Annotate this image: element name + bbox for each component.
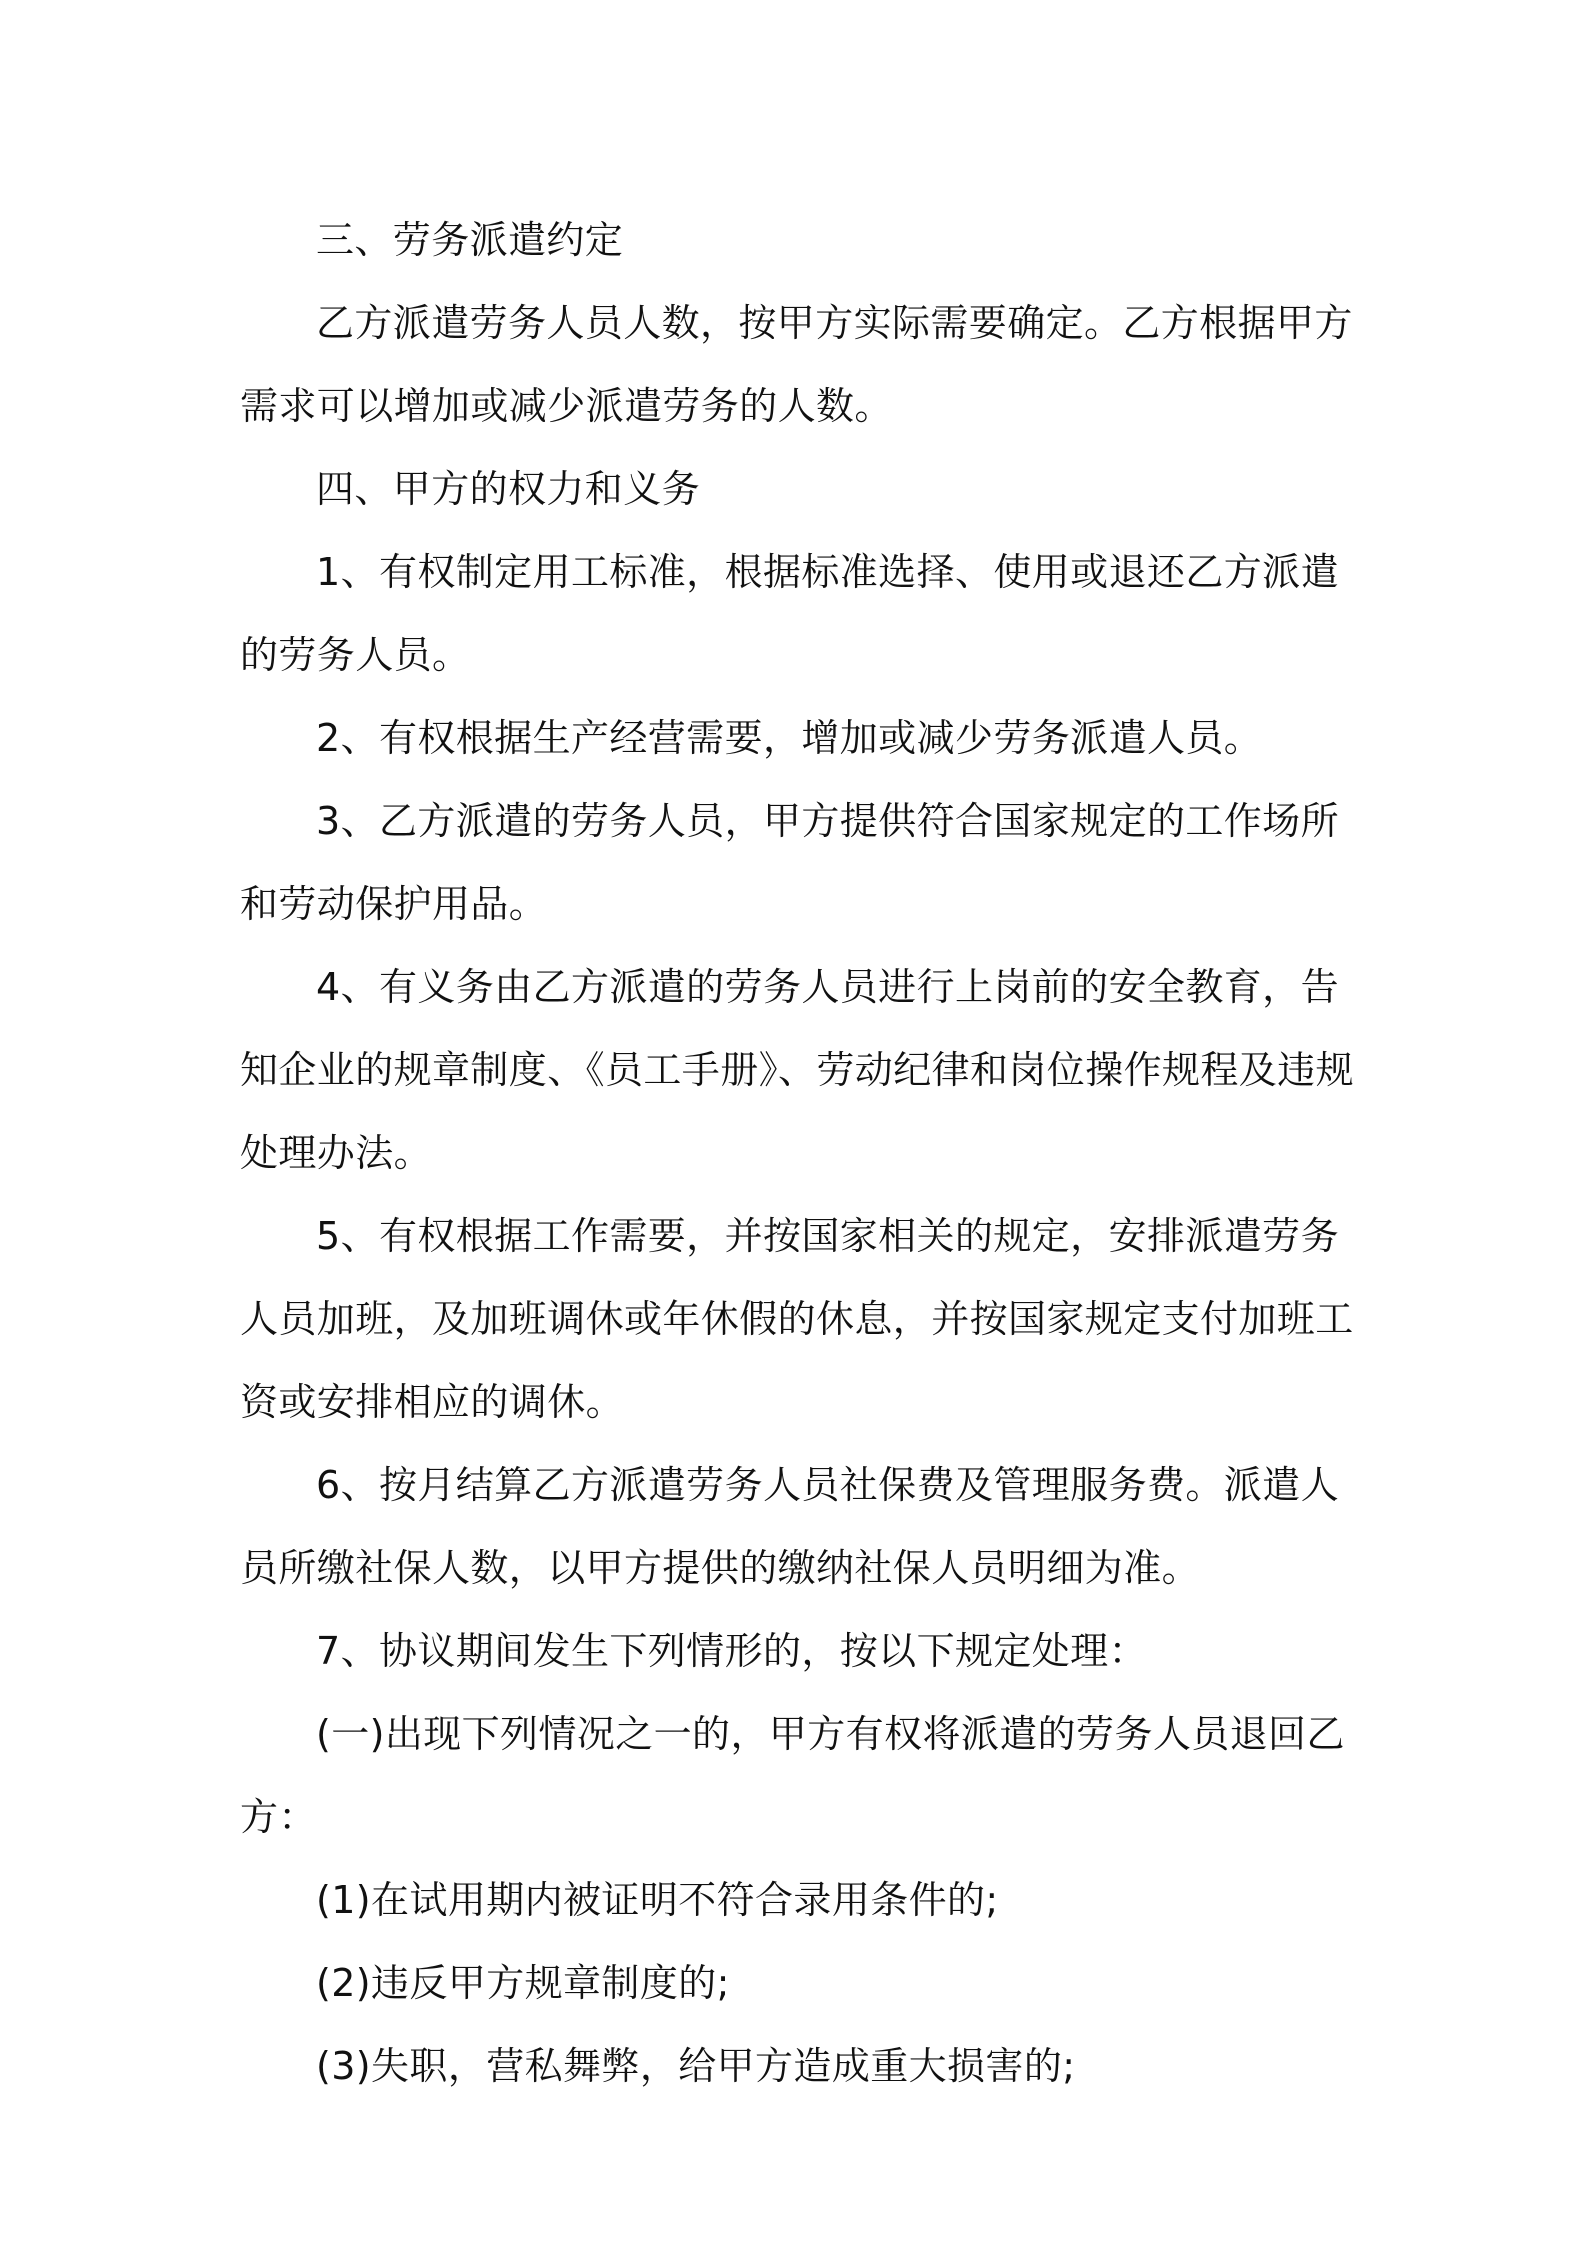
subclause-group-1: (一)出现下列情况之一的，甲方有权将派遣的劳务人员退回乙方： (240, 1712, 1345, 1839)
clause-1: 1、有权制定用工标准，根据标准选择、使用或退还乙方派遣的劳务人员。 (240, 550, 1339, 677)
paragraph-dispatch-count: 乙方派遣劳务人员人数，按甲方实际需要确定。乙方根据甲方需求可以增加或减少派遣劳务的人数。 (240, 301, 1353, 428)
clause-6: 6、按月结算乙方派遣劳务人员社保费及管理服务费。派遣人员所缴社保人数，以甲方提供的缴纳社保人员明细为准。 (240, 1463, 1339, 1590)
clause-7: 7、协议期间发生下列情形的，按以下规定处理： (316, 1629, 1147, 1673)
clause-2: 2、有权根据生产经营需要，增加或减少劳务派遣人员。 (316, 716, 1263, 760)
section-heading-4: 四、甲方的权力和义务 (316, 467, 701, 511)
subclause-item-3: (3)失职，营私舞弊，给甲方造成重大损害的; (316, 2044, 1076, 2088)
document-page (240, 199, 1355, 2099)
clause-5: 5、有权根据工作需要，并按国家相关的规定，安排派遣劳务人员加班，及加班调休或年休假的休息，并按国家规定支付加班工资或安排相应的调休。 (240, 1214, 1354, 1424)
clause-4: 4、有义务由乙方派遣的劳务人员进行上岗前的安全教育，告知企业的规章制度、《员工手册》、劳动纪律和岗位操作规程及违规处理办法。 (240, 965, 1355, 1175)
subclause-item-1: (1)在试用期内被证明不符合录用条件的; (316, 1878, 999, 1922)
clause-3: 3、乙方派遣的劳务人员，甲方提供符合国家规定的工作场所和劳动保护用品。 (240, 799, 1339, 926)
subclause-item-2: (2)违反甲方规章制度的; (316, 1961, 730, 2005)
section-heading-3: 三、劳务派遣约定 (316, 218, 624, 262)
